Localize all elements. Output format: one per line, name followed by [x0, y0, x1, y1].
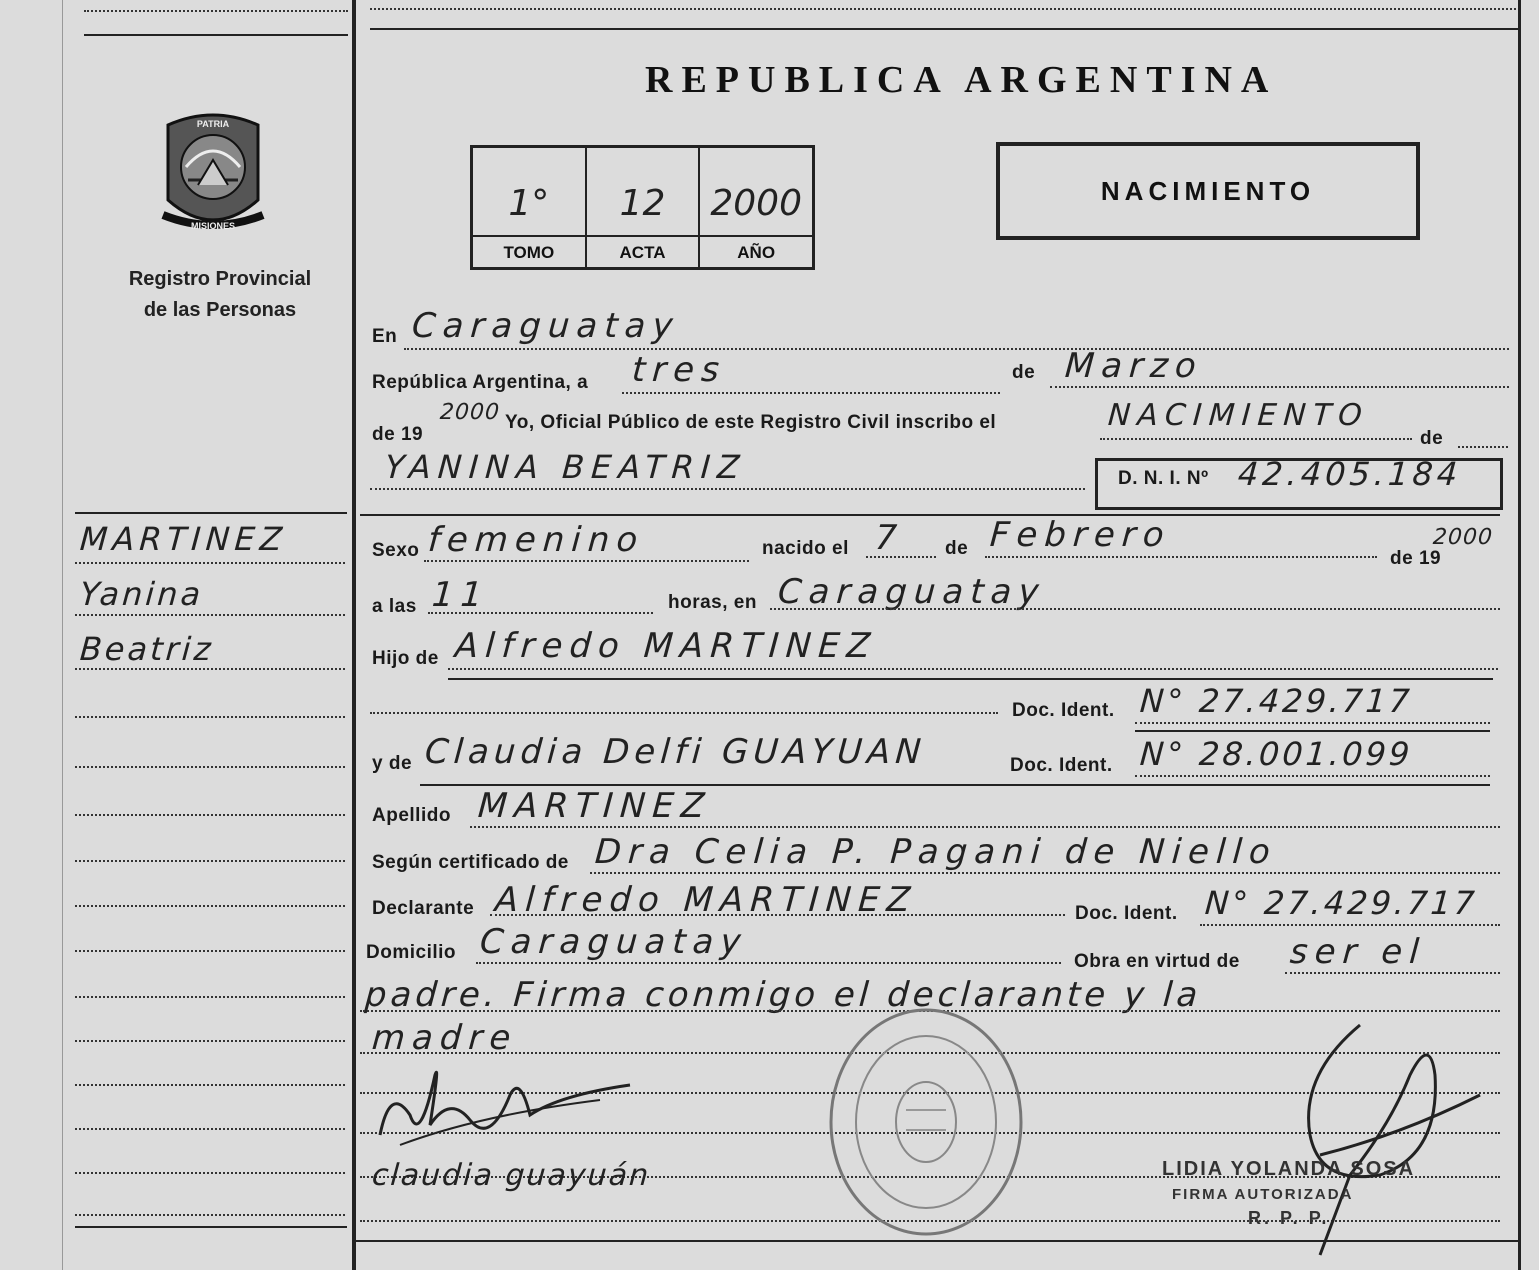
- certifier-line: [590, 872, 1500, 874]
- father-signature: [360, 1055, 660, 1165]
- acta-value: 12: [619, 183, 666, 224]
- father-doc-rule: [1135, 730, 1490, 732]
- margin-line-6: [75, 814, 345, 816]
- registry-reference-box: [470, 145, 815, 270]
- top-rule-left: [84, 34, 348, 36]
- margin-surname: MARTINEZ: [78, 520, 289, 558]
- official-name: LIDIA YOLANDA SOSA: [1162, 1158, 1416, 1180]
- doc-label-2: Doc. Ident.: [1010, 755, 1113, 776]
- tomo-cell: [473, 148, 587, 267]
- father-rule: [448, 678, 1493, 680]
- mother-doc-line: [1135, 775, 1490, 777]
- father-line: [448, 668, 1498, 670]
- margin-line-5: [75, 766, 345, 768]
- registry-name-line1: Registro Provincial: [128, 268, 312, 290]
- de-label-3: de: [945, 538, 969, 559]
- segun-label: Según certificado de: [372, 852, 569, 873]
- note-line-2: madre: [370, 1018, 519, 1058]
- margin-line-10: [75, 996, 345, 998]
- birth-month-value: Febrero: [988, 515, 1173, 555]
- margin-line-1: [75, 562, 345, 564]
- horas-label: horas, en: [668, 592, 757, 613]
- declarante-value: Alfredo MARTINEZ: [493, 880, 919, 920]
- right-edge-line: [1518, 0, 1521, 1270]
- father-doc-line: [1135, 722, 1490, 724]
- official-stamp-icon: [826, 1005, 1026, 1240]
- anio-cell: [700, 148, 812, 267]
- declarante-doc-line: [1200, 924, 1500, 926]
- left-column-divider: [352, 0, 356, 1270]
- apellido-label: Apellido: [372, 805, 451, 826]
- emblem-text-bottom: MISIONES: [190, 221, 236, 231]
- top-rule-right: [370, 28, 1520, 30]
- mother-doc-value: N° 28.001.099: [1138, 735, 1414, 773]
- day-line: [622, 392, 1000, 394]
- top-dotted-line-left: [84, 10, 348, 12]
- top-dotted-line-right: [370, 8, 1520, 10]
- official-rpp: R. P. P.: [1248, 1208, 1330, 1228]
- dni-value: 42.405.184: [1236, 455, 1463, 493]
- emblem-text-top: PATRIA: [196, 119, 230, 129]
- birth-day-value: 7: [873, 518, 906, 558]
- apellido-line: [470, 826, 1500, 828]
- margin-line-4: [75, 716, 345, 718]
- sexo-value: femenino: [426, 520, 646, 560]
- year-value: 2000: [439, 400, 501, 425]
- domicilio-value: Caraguatay: [478, 922, 750, 962]
- certifier-value: Dra Celia P. Pagani de Niello: [593, 832, 1279, 872]
- de-label-1: de: [1012, 362, 1036, 383]
- tomo-value: 1°: [508, 183, 550, 224]
- sexo-line: [424, 560, 749, 562]
- declarante-label: Declarante: [372, 898, 475, 919]
- republica-label: República Argentina, a: [372, 372, 589, 393]
- record-type-label: NACIMIENTO: [1100, 175, 1316, 206]
- month-line: [1050, 386, 1509, 388]
- doc-label-3: Doc. Ident.: [1075, 903, 1178, 924]
- domicilio-label: Domicilio: [366, 942, 457, 963]
- record-type-box: [996, 142, 1420, 240]
- nacido-label: nacido el: [762, 538, 849, 559]
- margin-bottom-rule: [75, 1226, 347, 1228]
- de19-label-1: de 19: [372, 424, 424, 445]
- official-role: FIRMA AUTORIZADA: [1172, 1186, 1354, 1203]
- anio-label: AÑO: [700, 235, 812, 263]
- margin-line-12: [75, 1084, 345, 1086]
- doc-label-1: Doc. Ident.: [1012, 700, 1115, 721]
- birth-place-line: [770, 608, 1500, 610]
- birth-month-line: [985, 556, 1377, 558]
- obra-line: [1285, 972, 1500, 974]
- father-value: Alfredo MARTINEZ: [453, 626, 879, 666]
- left-margin-line: [62, 0, 63, 1270]
- birth-day-line: [866, 556, 936, 558]
- margin-line-13: [75, 1128, 345, 1130]
- margin-line-3: [75, 668, 345, 670]
- obra-value: ser el: [1288, 932, 1428, 972]
- child-name-value: YANINA BEATRIZ: [383, 448, 748, 486]
- event-line: [1100, 438, 1412, 440]
- mother-value: Claudia Delfi GUAYUAN: [423, 732, 928, 772]
- birth-hour-value: 11: [430, 575, 491, 615]
- margin-line-8: [75, 905, 345, 907]
- margin-line-14: [75, 1172, 345, 1174]
- birth-place-value: Caraguatay: [776, 572, 1048, 612]
- sexo-label: Sexo: [372, 540, 420, 561]
- day-words-value: tres: [630, 350, 728, 390]
- registry-name-line2: de las Personas: [143, 299, 297, 321]
- dni-label: D. N. I. Nº: [1118, 468, 1209, 489]
- father-doc-line-left: [370, 712, 998, 714]
- month-value: Marzo: [1063, 346, 1205, 386]
- margin-line-9: [75, 950, 345, 952]
- declarante-line: [490, 914, 1065, 916]
- birth-hour-line: [428, 612, 653, 614]
- margin-line-2: [75, 614, 345, 616]
- misiones-emblem-icon: [158, 105, 268, 245]
- margin-line-7: [75, 860, 345, 862]
- acta-cell: [587, 148, 701, 267]
- place-line: [404, 348, 1509, 350]
- mother-signature: claudia guayuán: [370, 1158, 652, 1193]
- acta-label: ACTA: [587, 235, 699, 263]
- margin-line-15: [75, 1214, 345, 1216]
- child-name-line: [370, 488, 1085, 490]
- event-value: NACIMIENTO: [1106, 398, 1371, 433]
- note-line-1: padre. Firma conmigo el declarante y la: [363, 975, 1203, 1015]
- place-value: Caraguatay: [410, 306, 682, 346]
- de19-label-2: de 19: [1390, 548, 1442, 569]
- birth-year-value: 2000: [1432, 525, 1494, 550]
- apellido-value: MARTINEZ: [476, 786, 713, 826]
- margin-first-name: Yanina: [78, 575, 205, 613]
- father-doc-value: N° 27.429.717: [1138, 682, 1414, 720]
- margin-top-rule: [75, 512, 347, 514]
- registry-name: [100, 264, 340, 326]
- en-label: En: [372, 326, 398, 347]
- event-end-line: [1458, 446, 1508, 448]
- domicilio-line: [476, 962, 1061, 964]
- margin-second-name: Beatriz: [78, 630, 215, 668]
- obra-label: Obra en virtud de: [1074, 951, 1240, 972]
- document-title: REPUBLICA ARGENTINA: [645, 59, 1278, 101]
- main-rule-1: [360, 514, 1500, 516]
- de-label-2: de: [1420, 428, 1444, 449]
- margin-line-11: [75, 1040, 345, 1042]
- inscribo-text: Yo, Oficial Público de este Registro Civil inscribo el: [505, 412, 997, 433]
- hijo-label: Hijo de: [372, 648, 439, 669]
- alas-label: a las: [372, 596, 417, 617]
- anio-value: 2000: [710, 183, 802, 224]
- yde-label: y de: [372, 753, 413, 774]
- tomo-label: TOMO: [473, 235, 585, 263]
- declarante-doc-value: N° 27.429.717: [1203, 884, 1479, 922]
